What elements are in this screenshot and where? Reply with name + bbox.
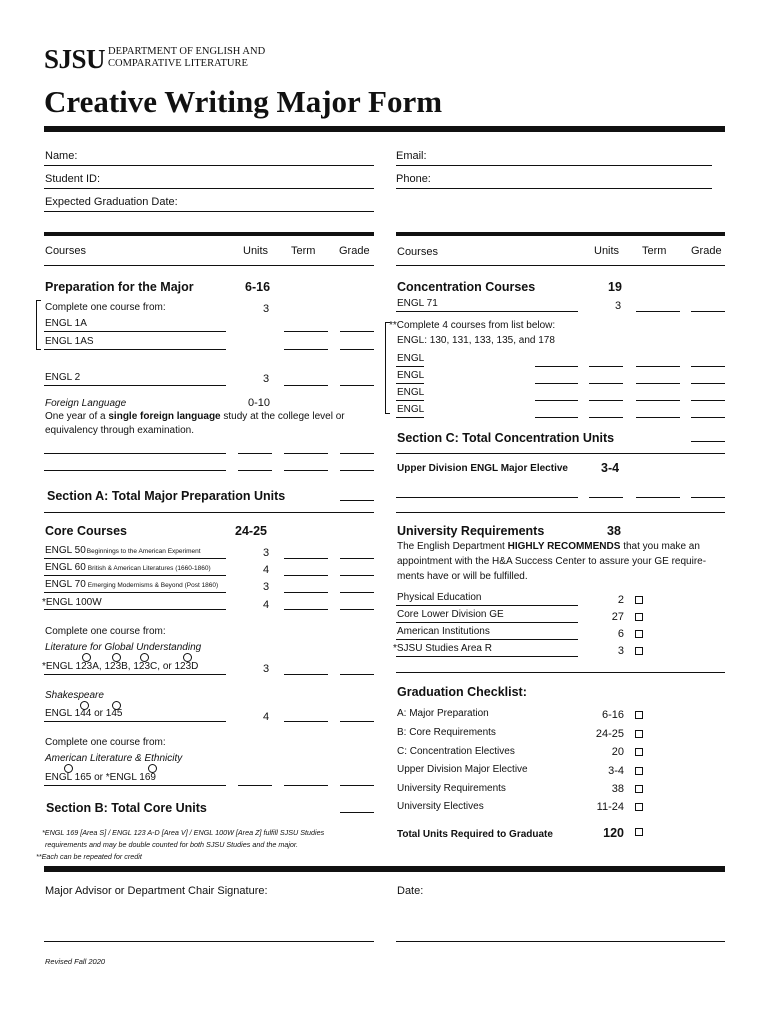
amlit-complete: Complete one course from: [45, 737, 166, 748]
concentration-row-1-term[interactable] [636, 366, 680, 367]
core-row-1 [45, 545, 201, 556]
university-desc-bold: HIGHLY RECOMMENDS [507, 541, 621, 552]
right-table-rule [396, 232, 725, 236]
checklist-row-1-label: A: Major Preparation [397, 708, 489, 719]
concentration-row-4-grade[interactable] [691, 417, 725, 418]
university-title: University Requirements [397, 524, 545, 538]
shakespeare-courses: ENGL 144 or 145 [45, 708, 123, 719]
graduation-date-field[interactable] [44, 211, 374, 212]
foreign-term-line-2[interactable] [284, 470, 328, 471]
prep-term-line-2[interactable] [284, 349, 328, 350]
engl-71-units: 3 [615, 300, 622, 312]
engl-71-line[interactable] [396, 311, 578, 312]
section-c-total-field[interactable] [691, 441, 725, 442]
left-table-rule [44, 232, 374, 236]
phone-label: Phone: [396, 173, 431, 185]
global-units: 3 [263, 663, 270, 675]
checklist-row-2-label: B: Core Requirements [397, 727, 496, 738]
uni-row-1-units: 2 [617, 594, 624, 606]
section-a-total: Section A: Total Major Preparation Units [47, 489, 286, 503]
core-units: 24-25 [235, 524, 267, 538]
global-courses: *ENGL 123A, 123B, 123C, or 123D [42, 661, 199, 672]
foreign-line-1[interactable] [44, 453, 226, 454]
checklist-row-5-units: 38 [611, 783, 624, 795]
uni-row-2-line [396, 622, 578, 623]
signature-rule [44, 866, 725, 872]
checklist-title: Graduation Checklist: [397, 685, 527, 699]
foreign-grade-line-1[interactable] [340, 453, 374, 454]
concentration-row-4-label-line [396, 417, 424, 418]
section-c-rule [396, 453, 725, 454]
core-row-1-desc: Beginnings to the American Experiment [86, 548, 201, 555]
amlit-units[interactable] [238, 785, 272, 786]
checklist-row-1-units: 6-16 [601, 709, 624, 721]
checklist-row-6-checkbox[interactable] [635, 803, 643, 811]
shakespeare-title: Shakespeare [45, 690, 104, 701]
uni-row-1-checkbox[interactable] [635, 596, 643, 604]
right-col-grade: Grade [691, 245, 722, 257]
concentration-row-1-units[interactable] [589, 366, 623, 367]
concentration-row-4: ENGL [397, 404, 425, 415]
core-row-3-line[interactable] [44, 592, 226, 593]
concentration-row-2: ENGL [397, 370, 425, 381]
upper-division-elective: Upper Division ENGL Major Elective [397, 463, 568, 474]
uni-row-3-label: American Institutions [397, 626, 490, 637]
amlit-title: American Literature & Ethnicity [45, 753, 183, 764]
engl-71-term[interactable] [636, 311, 680, 312]
core-row-1-code: ENGL 50 [45, 545, 86, 556]
foreign-language-units: 0-10 [248, 397, 271, 409]
prep-complete-one: Complete one course from: [45, 302, 166, 313]
core-row-3-term[interactable] [284, 592, 328, 593]
engl-2-term-line[interactable] [284, 385, 328, 386]
core-row-2-desc: British & American Literatures (1660-1860) [87, 565, 211, 572]
core-row-3-code: ENGL 70 [45, 579, 86, 590]
concentration-row-3-course[interactable] [535, 400, 578, 401]
uni-row-4-line [396, 656, 578, 657]
concentration-bracket [385, 322, 390, 414]
left-col-term: Term [291, 245, 316, 257]
global-line[interactable] [44, 674, 226, 675]
concentration-row-4-units[interactable] [589, 417, 623, 418]
uni-row-2-label: Core Lower Division GE [397, 609, 504, 620]
prep-title: Preparation for the Major [45, 280, 194, 294]
foreign-language-desc-2: equivalency through examination. [45, 425, 194, 436]
university-desc [397, 541, 700, 552]
title-rule [44, 126, 725, 132]
core-row-3-desc: Emerging Modernisms & Beyond (Post 1860) [87, 582, 219, 589]
prep-grade-line[interactable] [340, 331, 374, 332]
concentration-list: ENGL: 130, 131, 133, 135, and 178 [397, 335, 555, 346]
checklist-row-3-label: C: Concentration Electives [397, 746, 515, 757]
core-row-2-code: ENGL 60 [45, 562, 86, 573]
concentration-row-1: ENGL [397, 353, 425, 364]
upper-division-units: 3-4 [601, 461, 620, 475]
core-row-1-line[interactable] [44, 558, 226, 559]
foreign-desc-pre: One year of a [45, 411, 109, 422]
date-field[interactable] [396, 941, 725, 942]
uni-row-4-checkbox[interactable] [635, 647, 643, 655]
core-row-4-line[interactable] [44, 609, 226, 610]
uni-row-4-label: *SJSU Studies Area R [393, 643, 492, 654]
university-units: 38 [607, 524, 621, 538]
prep-bracket [36, 300, 41, 350]
checklist-total-checkbox[interactable] [635, 828, 643, 836]
core-row-3-units: 3 [263, 581, 270, 593]
concentration-title: Concentration Courses [397, 280, 536, 294]
section-b-total-field[interactable] [340, 812, 374, 813]
concentration-row-2-units[interactable] [589, 383, 623, 384]
concentration-row-3-term[interactable] [636, 400, 680, 401]
foreign-term-line-1[interactable] [284, 453, 328, 454]
right-col-term: Term [642, 245, 667, 257]
department-name-line2: COMPARATIVE LITERATURE [108, 58, 248, 69]
concentration-row-2-label-line [396, 383, 424, 384]
signature-label: Major Advisor or Department Chair Signature: [45, 885, 268, 897]
sjsu-logo: SJSU [44, 44, 106, 74]
core-row-4-term[interactable] [284, 609, 328, 610]
concentration-row-1-label-line [396, 366, 424, 367]
name-label: Name: [45, 150, 78, 162]
core-row-4-units: 4 [263, 599, 270, 611]
checklist-row-5-label: University Requirements [397, 783, 506, 794]
core-row-1-grade[interactable] [340, 558, 374, 559]
foreign-language-desc [45, 411, 345, 422]
uni-row-1-label: Physical Education [397, 592, 482, 603]
uni-row-2-units: 27 [611, 611, 624, 623]
global-title: Literature for Global Understanding [45, 642, 202, 653]
checklist-total-label: Total Units Required to Graduate [397, 829, 553, 840]
concentration-row-2-course[interactable] [535, 383, 578, 384]
page-title: Creative Writing Major Form [44, 84, 443, 119]
checklist-row-6-label: University Electives [397, 801, 484, 812]
right-col-units: Units [594, 245, 620, 257]
core-row-2-term[interactable] [284, 575, 328, 576]
foreign-grade-line-2[interactable] [340, 470, 374, 471]
core-row-2-line[interactable] [44, 575, 226, 576]
checklist-row-3-checkbox[interactable] [635, 748, 643, 756]
checklist-row-4-label: Upper Division Major Elective [397, 764, 528, 775]
foreign-units-line-2[interactable] [238, 470, 272, 471]
upper-division-grade[interactable] [691, 497, 725, 498]
engl-1as: ENGL 1AS [45, 336, 94, 347]
date-label: Date: [397, 885, 424, 897]
checklist-row-2-units: 24-25 [595, 728, 624, 740]
checklist-row-1-checkbox[interactable] [635, 711, 643, 719]
left-col-grade: Grade [339, 245, 370, 257]
core-row-2 [45, 562, 211, 573]
foreign-desc-post: study at the college level or [220, 411, 345, 422]
revised-note: Revised Fall 2020 [45, 957, 106, 966]
left-header-underline [44, 265, 374, 266]
shakespeare-units: 4 [263, 711, 270, 723]
engl-2-line[interactable] [44, 385, 226, 386]
department-name-line1: DEPARTMENT OF ENGLISH AND [108, 46, 266, 57]
checklist-row-4-checkbox[interactable] [635, 767, 643, 775]
amlit-term[interactable] [284, 785, 328, 786]
uni-row-3-line [396, 639, 578, 640]
core-row-3-grade[interactable] [340, 592, 374, 593]
core-row-1-term[interactable] [284, 558, 328, 559]
global-complete: Complete one course from: [45, 626, 166, 637]
uni-row-3-checkbox[interactable] [635, 630, 643, 638]
prep-grade-line-2[interactable] [340, 349, 374, 350]
prep-units: 6-16 [245, 280, 271, 294]
engl-2-grade-line[interactable] [340, 385, 374, 386]
section-a-rule [44, 512, 374, 513]
concentration-units: 19 [608, 280, 622, 294]
engl-1a-line[interactable] [44, 331, 226, 332]
engl-1a: ENGL 1A [45, 318, 87, 329]
uni-row-2-checkbox[interactable] [635, 613, 643, 621]
amlit-line[interactable] [44, 785, 226, 786]
core-row-1-units: 3 [263, 547, 270, 559]
university-desc-2: appointment with the H&A Success Center to assure your GE require- [397, 556, 707, 567]
shakespeare-term[interactable] [284, 721, 328, 722]
section-a-total-field[interactable] [340, 500, 374, 501]
foreign-units-line-1[interactable] [238, 453, 272, 454]
engl-71-grade[interactable] [691, 311, 725, 312]
university-rule [396, 672, 725, 673]
university-desc-pre: The English Department [397, 541, 508, 552]
concentration-row-4-course[interactable] [535, 417, 578, 418]
prep-term-line[interactable] [284, 331, 328, 332]
university-desc-post: that you make an [620, 541, 700, 552]
checklist-row-3-units: 20 [611, 746, 624, 758]
concentration-row-3-grade[interactable] [691, 400, 725, 401]
foreign-language: Foreign Language [45, 398, 127, 409]
checklist-total-units: 120 [603, 826, 624, 840]
global-term[interactable] [284, 674, 328, 675]
concentration-row-1-grade[interactable] [691, 366, 725, 367]
university-desc-3: ments have or will be fulfilled. [397, 571, 528, 582]
amlit-grade[interactable] [340, 785, 374, 786]
checklist-row-2-checkbox[interactable] [635, 730, 643, 738]
signature-field[interactable] [44, 941, 374, 942]
core-row-2-units: 4 [263, 564, 270, 576]
core-row-3 [45, 579, 218, 590]
core-row-4-grade[interactable] [340, 609, 374, 610]
student-id-field[interactable] [44, 188, 374, 189]
amlit-courses: ENGL 165 or *ENGL 169 [45, 772, 156, 783]
uni-row-3-units: 6 [617, 628, 624, 640]
uni-row-1-line [396, 605, 578, 606]
checklist-row-5-checkbox[interactable] [635, 785, 643, 793]
prep-complete-units: 3 [263, 303, 270, 315]
core-row-2-grade[interactable] [340, 575, 374, 576]
checklist-row-4-units: 3-4 [608, 765, 624, 777]
name-field[interactable] [44, 165, 374, 166]
graduation-date-label: Expected Graduation Date: [45, 196, 178, 208]
complete-4-courses: **Complete 4 courses from list below: [389, 320, 556, 331]
upper-division-rule [396, 512, 725, 513]
right-header-underline [396, 265, 725, 266]
upper-division-units-line[interactable] [589, 497, 623, 498]
section-c-total: Section C: Total Concentration Units [397, 431, 615, 445]
concentration-row-3: ENGL [397, 387, 425, 398]
checklist-row-6-units: 11-24 [596, 801, 624, 813]
concentration-row-2-term[interactable] [636, 383, 680, 384]
section-b-total: Section B: Total Core Units [46, 801, 207, 815]
concentration-row-3-label-line [396, 400, 424, 401]
engl-71: ENGL 71 [397, 298, 438, 309]
upper-division-line[interactable] [396, 497, 578, 498]
shakespeare-line[interactable] [44, 721, 226, 722]
footnote-2: requirements and may be double counted for both SJSU Studies and the major. [45, 840, 299, 849]
foreign-desc-bold: single foreign language [108, 411, 221, 422]
footnote-1: *ENGL 169 [Area S] / ENGL 123 A-D [Area V] / ENGL 100W [Area Z] fulfill SJSU Studies [42, 828, 325, 837]
student-id-label: Student ID: [45, 173, 101, 185]
core-title: Core Courses [45, 524, 127, 538]
foreign-line-2[interactable] [44, 470, 226, 471]
email-label: Email: [396, 150, 427, 162]
concentration-row-3-units[interactable] [589, 400, 623, 401]
concentration-row-2-grade[interactable] [691, 383, 725, 384]
email-field[interactable] [396, 165, 712, 166]
footnote-3: **Each can be repeated for credit [36, 852, 142, 861]
uni-row-4-units: 3 [617, 645, 624, 657]
upper-division-term[interactable] [636, 497, 680, 498]
engl-2-units: 3 [263, 373, 270, 385]
engl-1as-line[interactable] [44, 349, 226, 350]
concentration-row-1-course[interactable] [535, 366, 578, 367]
global-grade[interactable] [340, 674, 374, 675]
concentration-row-4-term[interactable] [636, 417, 680, 418]
left-col-courses: Courses [45, 245, 86, 257]
right-col-courses: Courses [397, 246, 438, 258]
engl-2: ENGL 2 [45, 372, 81, 383]
core-row-4-code: *ENGL 100W [42, 597, 102, 608]
shakespeare-grade[interactable] [340, 721, 374, 722]
left-col-units: Units [243, 245, 269, 257]
phone-field[interactable] [396, 188, 712, 189]
